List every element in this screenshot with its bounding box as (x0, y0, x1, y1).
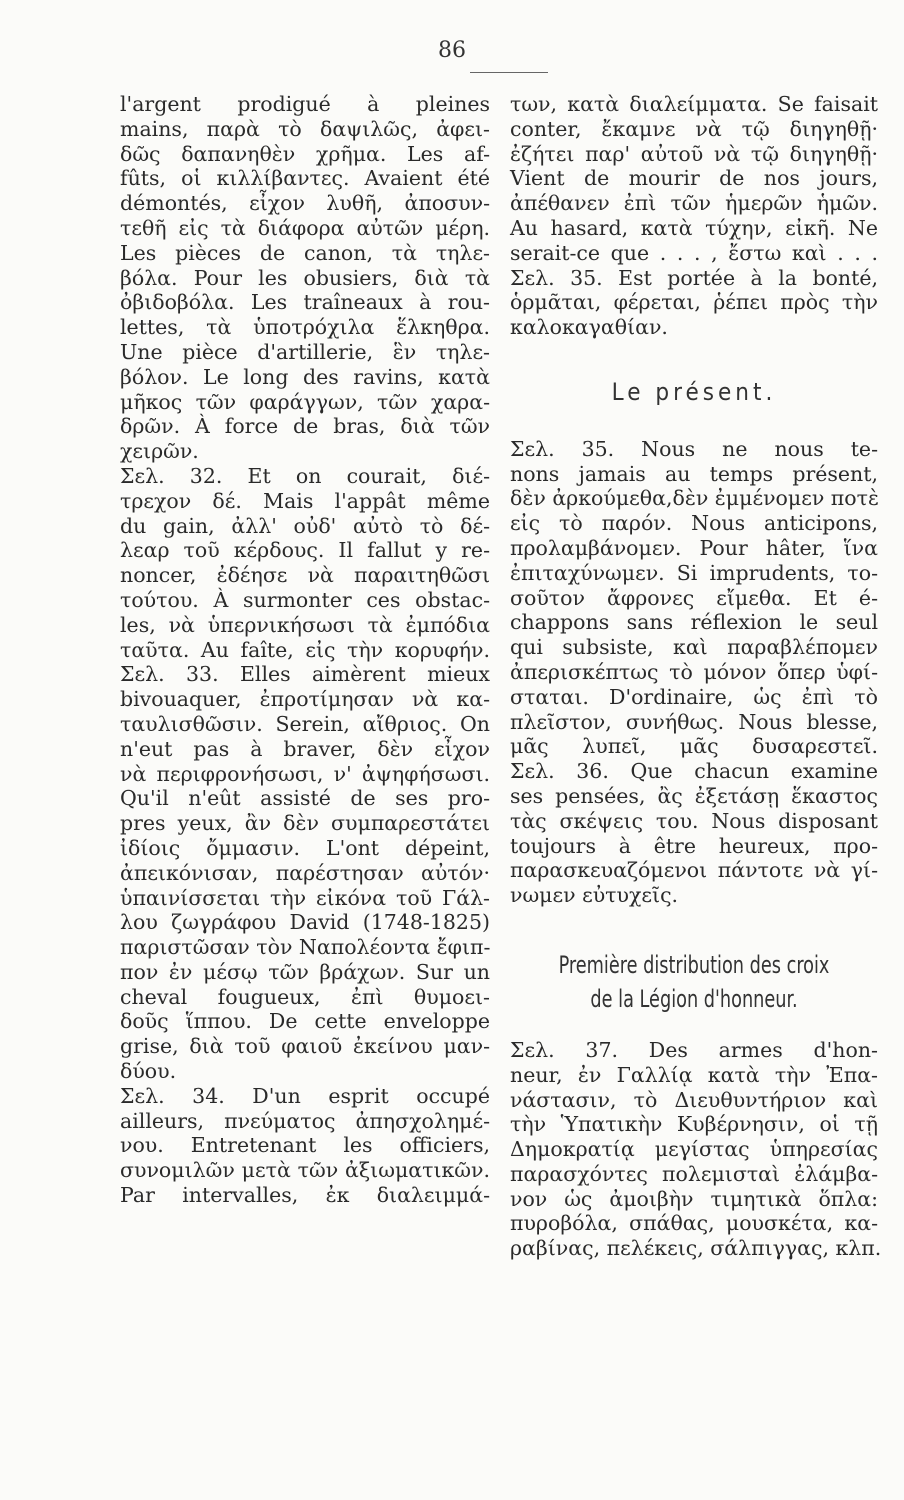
text-line: σταται. D'ordinaire, ὡς ἐπὶ τὸ (510, 684, 878, 709)
text-line: grise, διὰ τοῦ φαιοῦ ἐκείνου μαν- (120, 1034, 490, 1059)
text-line: παριστῶσαν τὸν Ναπολέοντα ἔφιπ- (120, 935, 491, 960)
text-line: μᾶς λυπεῖ, μᾶς δυσαρεστεῖ. (510, 734, 878, 759)
text-line: νωμεν εὐτυχεῖς. (510, 883, 679, 908)
text-line: παρασχόντες πολεμισταὶ ἐλάμβα- (510, 1161, 878, 1186)
right-column (510, 92, 882, 1261)
text-line: Σελ. 34. D'un esprit occupé (120, 1083, 490, 1108)
text-line: n'eut pas à braver, δὲν εἶχον (120, 736, 490, 761)
text-line: λεαρ τοῦ κέρδους. Il fallut y re- (120, 538, 490, 563)
text-line: ἀπεικόνισαν, παρέστησαν αὐτόν· (120, 860, 490, 885)
text-line: νὰ περιφρονήσωσι, ν' ἀψηφήσωσι. (120, 761, 490, 786)
text-line: πον ἐν μέσῳ τῶν βράχων. Sur un (120, 959, 490, 984)
text-line: τεθῆ εἰς τὰ διάφορα αὐτῶν μέρη. (120, 215, 490, 240)
text-line: nons jamais au temps présent, (510, 461, 878, 486)
text-line: serait-ce que . . . , ἔστω καὶ . . . (510, 240, 878, 265)
text-line: Une pièce d'artillerie, ἓν τηλε- (120, 339, 490, 364)
text-line: Les pièces de canon, τὰ τηλε- (120, 240, 490, 265)
text-line: νου. Entretenant les officiers, (120, 1133, 490, 1158)
text-line: δοῦς ἵππου. De cette enveloppe (120, 1009, 490, 1034)
text-line: lettes, τὰ ὑποτρόχιλα ἕλκηθρα. (120, 315, 490, 340)
text-line: ταυλισθῶσιν. Serein, αἴθριος. On (120, 711, 490, 736)
text-line: Σελ. 36. Que chacun examine (510, 759, 878, 784)
text-line: προλαμβάνομεν. Pour hâter, ἵνα (510, 535, 878, 560)
right-intro-text (510, 92, 878, 340)
text-line: démontés, εἶχον λυθῆ, ἀποσυν- (120, 191, 490, 216)
text-line: chappons sans réflexion le seul (510, 610, 878, 635)
page-number: 86 (438, 38, 466, 63)
text-line: Σελ. 33. Elles aimèrent mieux (120, 662, 490, 687)
text-line: neur, ἐν Γαλλίᾳ κατὰ τὴν Ἐπα- (510, 1062, 878, 1087)
croix-section-text (510, 1037, 882, 1261)
text-line: τρεχον δέ. Mais l'appât même (120, 488, 490, 513)
text-line: δύου. (120, 1059, 177, 1084)
text-line: ὑπαινίσσεται τὴν εἰκόνα τοῦ Γάλ- (120, 885, 490, 910)
text-line: ἐζήτει παρ' αὐτοῦ νὰ τῷ διηγηθῇ· (510, 141, 878, 166)
text-line: ὁρμᾶται, φέρεται, ῥέπει πρὸς τὴν (510, 290, 878, 315)
text-line: bivouaquer, ἐπροτίμησαν νὰ κα- (120, 687, 490, 712)
text-line: du gain, ἀλλ' οὐδ' αὐτὸ τὸ δέ- (120, 513, 490, 538)
text-line: πλεῖστον, συνήθως. Nous blesse, (510, 709, 878, 734)
text-line: fûts, οἱ κιλλίβαντες. Avaient été (120, 166, 490, 191)
text-line: Σελ. 35. Est portée à la bonté, (510, 265, 878, 290)
text-line: παρασκευαζόμενοι πάντοτε νὰ γί- (510, 858, 878, 883)
text-line: εἰς τὸ παρόν. Nous anticipons, (510, 511, 878, 536)
text-line: ses pensées, ἂς ἐξετάσῃ ἕκαστος (510, 783, 878, 808)
text-line: καλοκαγαθίαν. (510, 315, 668, 340)
heading-croix-line: de la Légion d'honneur. (590, 984, 798, 1013)
text-line: ὀβιδοβόλα. Les traîneaux à rou- (120, 290, 490, 315)
section-heading-present: Le présent. (611, 377, 777, 406)
text-line: χειρῶν. (120, 439, 199, 464)
text-line: μῆκος τῶν φαράγγων, τῶν χαρα- (120, 389, 490, 414)
text-line: Au hasard, κατὰ τύχην, εἰκῆ. Ne (510, 215, 878, 240)
text-line: δὲν ἀρκούμεθα,δὲν ἐμμένομεν ποτὲ (510, 486, 879, 511)
heading-croix-line: Première distribution des croix (558, 950, 830, 979)
left-column (120, 92, 490, 1208)
text-line: βόλον. Le long des ravins, κατὰ (120, 364, 490, 389)
text-line: toujours à être heureux, προ- (510, 833, 878, 858)
text-line: ἰδίοις ὄμμασιν. L'ont dépeint, (120, 835, 490, 860)
text-line: πυροβόλα, σπάθας, μουσκέτα, κα- (510, 1211, 878, 1236)
text-line: pres yeux, ἂν δὲν συμπαρεστάτει (120, 811, 490, 836)
text-line: Δημοκρατίᾳ μεγίστας ὑπηρεσίας (510, 1137, 878, 1162)
text-line: σοῦτον ἄφρονες εἴμεθα. Et é- (510, 585, 878, 610)
text-line: συνομιλῶν μετὰ τῶν ἀξιωματικῶν. (120, 1158, 490, 1183)
text-line: Par intervalles, ἐκ διαλειμμά- (120, 1183, 490, 1208)
text-line: λου ζωγράφου David (1748-1825) (120, 910, 490, 935)
text-line: l'argent prodigué à pleines (120, 92, 490, 116)
text-line: conter, ἔκαμνε νὰ τῷ διηγηθῇ· (510, 116, 878, 141)
text-line: Σελ. 32. Et on courait, διέ- (120, 463, 490, 488)
text-line: ταῦτα. Au faîte, εἰς τὴν κορυφήν. (120, 637, 490, 662)
text-line: τούτου. À surmonter ces obstac- (120, 587, 490, 612)
text-line: των, κατὰ διαλείμματα. Se faisait (510, 92, 878, 116)
section-heading-croix (543, 948, 845, 1016)
text-line: les, νὰ ὑπερνικήσωσι τὰ ἐμπόδια (120, 612, 490, 637)
text-line: δῶς δαπανηθὲν χρῆμα. Les af- (120, 141, 490, 166)
header-rule (470, 72, 548, 73)
present-section-text (510, 437, 878, 908)
text-line: Qu'il n'eût assisté de ses pro- (120, 786, 490, 811)
text-line: cheval fougueux, ἐπὶ θυμοει- (120, 984, 490, 1009)
text-line: qui subsiste, καὶ παραβλέπομεν (510, 635, 878, 660)
text-line: τὴν Ὑπατικὴν Κυβέρνησιν, οἱ τῇ (510, 1112, 878, 1137)
text-line: mains, παρὰ τὸ δαψιλῶς, ἀφει- (120, 116, 490, 141)
text-line: ἀπέθανεν ἐπὶ τῶν ἡμερῶν ἡμῶν. (510, 191, 878, 216)
text-line: τὰς σκέψεις του. Nous disposant (510, 808, 878, 833)
text-line: ἐπιταχύνωμεν. Si imprudents, το- (510, 560, 878, 585)
text-line: Vient de mourir de nos jours, (510, 166, 878, 191)
text-line: δρῶν. À force de bras, διὰ τῶν (120, 414, 490, 439)
text-line: ἀπερισκέπτως τὸ μόνον ὅπερ ὑφί- (510, 659, 878, 684)
text-line: Σελ. 35. Nous ne nous te- (510, 436, 878, 461)
text-line: noncer, ἐδέησε νὰ παραιτηθῶσι (120, 563, 490, 588)
text-line: ραβίνας, πελέκεις, σάλπιγγας, κλπ. (510, 1236, 882, 1261)
text-line: ailleurs, πνεύματος ἀπησχολημέ- (120, 1108, 490, 1133)
text-line: Σελ. 37. Des armes d'hon- (510, 1037, 878, 1062)
text-line: νον ὡς ἀμοιβὴν τιμητικὰ ὅπλα: (510, 1186, 878, 1211)
text-line: νάστασιν, τὸ Διευθυντήριον καὶ (510, 1087, 878, 1112)
text-line: βόλα. Pour les obusiers, διὰ τὰ (120, 265, 490, 290)
